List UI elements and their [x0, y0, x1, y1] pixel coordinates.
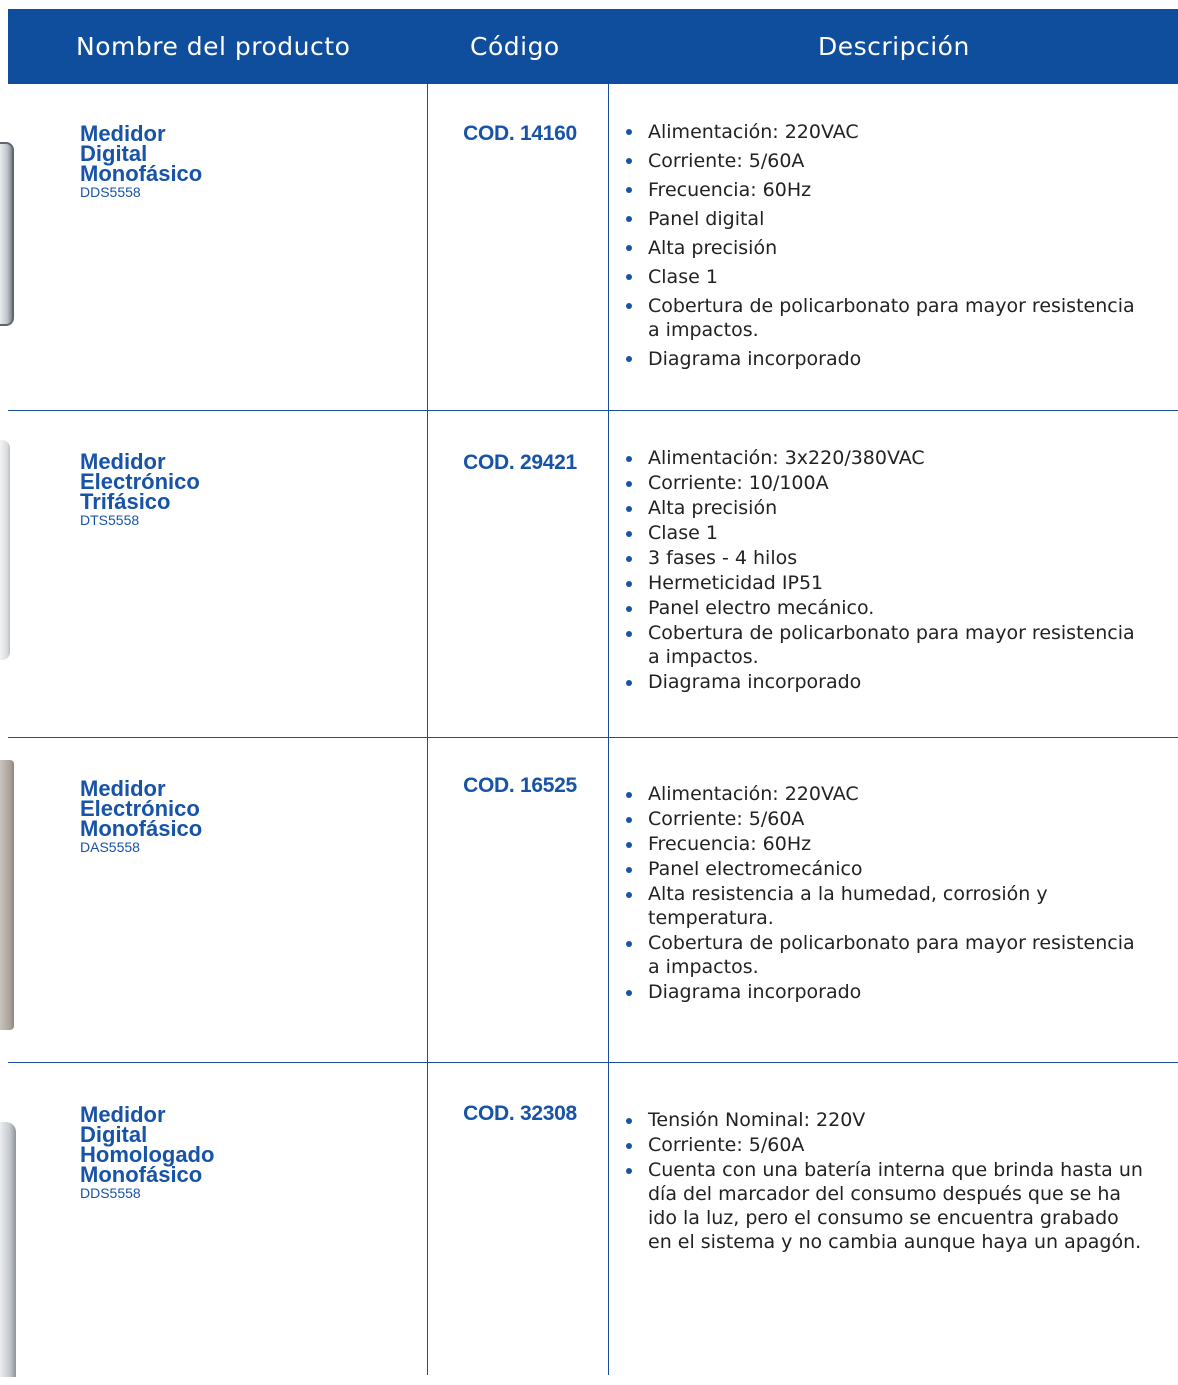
column-divider	[427, 84, 428, 1375]
table-header	[8, 9, 1178, 84]
product-name-line: Medidor	[80, 449, 166, 474]
feature-item: Alta precisión	[624, 496, 1144, 520]
feature-item: Frecuencia: 60Hz	[624, 178, 1144, 202]
row-divider	[8, 410, 1178, 411]
feature-item: Cobertura de policarbonato para mayor resistencia a impactos.	[624, 931, 1144, 979]
feature-list	[624, 120, 1144, 376]
product-name-line: Digital	[80, 141, 148, 166]
row-divider	[8, 737, 1178, 738]
product-name-line: Monofásico	[80, 161, 203, 186]
feature-item: Panel electromecánico	[624, 857, 1144, 881]
product-model: DDS5558	[80, 184, 141, 200]
product-image	[0, 760, 14, 1030]
product-name-line: Digital	[80, 1122, 148, 1147]
feature-item: Alimentación: 3x220/380VAC	[624, 446, 1144, 470]
product-name	[80, 121, 203, 200]
product-image	[0, 440, 10, 660]
product-image	[0, 142, 14, 326]
feature-item: Panel electro mecánico.	[624, 596, 1144, 620]
product-name-line: Monofásico	[80, 1162, 203, 1187]
product-code: COD. 14160	[463, 122, 577, 145]
product-name-line: Trifásico	[80, 489, 171, 514]
feature-item: Frecuencia: 60Hz	[624, 832, 1144, 856]
product-code: COD. 32308	[463, 1102, 577, 1125]
product-name-line: Medidor	[80, 776, 166, 801]
feature-item: Alta precisión	[624, 236, 1144, 260]
product-image	[0, 1122, 16, 1377]
column-header-description: Descripción	[818, 32, 970, 61]
product-code: COD. 29421	[463, 451, 577, 474]
feature-item: Alimentación: 220VAC	[624, 120, 1144, 144]
feature-item: Corriente: 5/60A	[624, 807, 1144, 831]
feature-item: Corriente: 5/60A	[624, 1133, 1144, 1157]
product-name-line: Homologado	[80, 1142, 215, 1167]
feature-item: Corriente: 5/60A	[624, 149, 1144, 173]
feature-list	[624, 1108, 1144, 1255]
product-name-line: Electrónico	[80, 469, 200, 494]
feature-item: Corriente: 10/100A	[624, 471, 1144, 495]
product-name-line: Medidor	[80, 121, 166, 146]
feature-item: 3 fases - 4 hilos	[624, 546, 1144, 570]
feature-item: Hermeticidad IP51	[624, 571, 1144, 595]
product-name	[80, 449, 200, 528]
product-model: DTS5558	[80, 512, 140, 528]
product-model: DAS5558	[80, 839, 140, 855]
product-name-line: Medidor	[80, 1102, 166, 1127]
feature-item: Cuenta con una batería interna que brinda hasta un día del marcador del consumo después que se ha ido la luz, pero el consumo se encuentra grabado en el sistema y no cambia aunque haya un apagón.	[624, 1158, 1144, 1254]
feature-list	[624, 782, 1144, 1005]
column-header-code: Código	[470, 32, 560, 61]
product-code: COD. 16525	[463, 774, 577, 797]
product-name	[80, 776, 203, 855]
feature-item: Cobertura de policarbonato para mayor resistencia a impactos.	[624, 621, 1144, 669]
product-name	[80, 1102, 215, 1201]
column-header-product-name: Nombre del producto	[76, 32, 351, 61]
feature-item: Clase 1	[624, 521, 1144, 545]
row-divider	[8, 1062, 1178, 1063]
feature-item: Clase 1	[624, 265, 1144, 289]
product-name-line: Electrónico	[80, 796, 200, 821]
column-divider	[608, 84, 609, 1375]
product-model: DDS5558	[80, 1185, 141, 1201]
feature-item: Panel digital	[624, 207, 1144, 231]
feature-item: Alimentación: 220VAC	[624, 782, 1144, 806]
product-name-line: Monofásico	[80, 816, 203, 841]
feature-item: Alta resistencia a la humedad, corrosión y temperatura.	[624, 882, 1144, 930]
feature-list	[624, 446, 1144, 695]
feature-item: Diagrama incorporado	[624, 347, 1144, 371]
feature-item: Cobertura de policarbonato para mayor resistencia a impactos.	[624, 294, 1144, 342]
feature-item: Diagrama incorporado	[624, 980, 1144, 1004]
feature-item: Tensión Nominal: 220V	[624, 1108, 1144, 1132]
feature-item: Diagrama incorporado	[624, 670, 1144, 694]
